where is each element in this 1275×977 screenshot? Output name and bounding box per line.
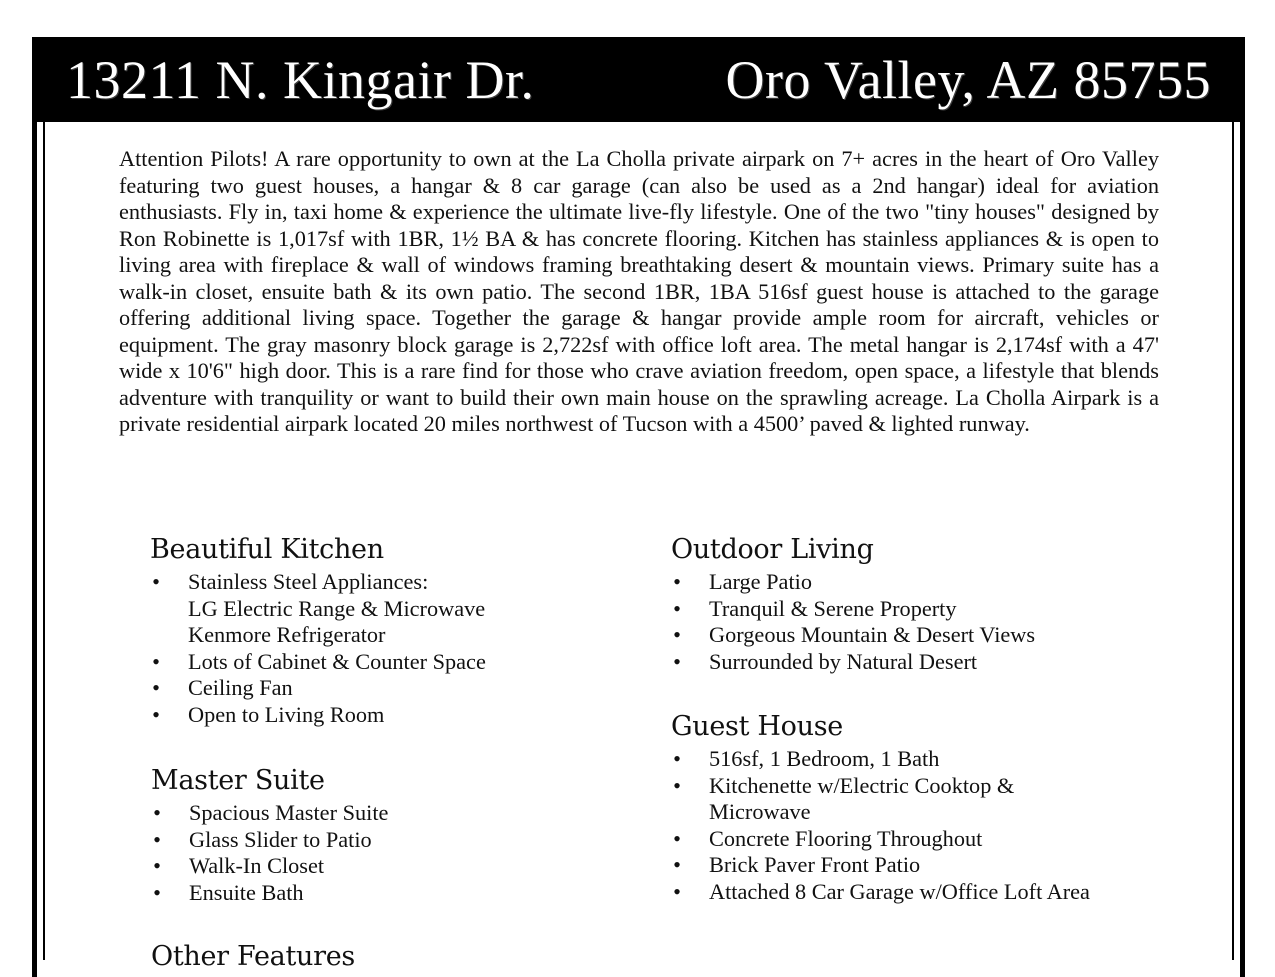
- list-item-text: Spacious Master Suite: [189, 800, 389, 825]
- section-title: Outdoor Living: [671, 534, 874, 565]
- list-item-text: Ensuite Bath: [189, 879, 304, 905]
- list-item-text: Ceiling Fan: [188, 675, 293, 700]
- list-item-text: Tranquil & Serene Property: [709, 595, 957, 621]
- bullet-icon: •: [673, 746, 681, 771]
- feature-list: [150, 569, 570, 728]
- bullet-icon: •: [673, 878, 681, 904]
- list-item-text: Kitchenette w/Electric Cooktop & Microwave: [709, 772, 1015, 824]
- list-item: [671, 746, 1131, 773]
- section-kitchen: [150, 533, 570, 728]
- bullet-icon: •: [153, 826, 161, 852]
- list-item-text: Open to Living Room: [188, 701, 385, 727]
- list-item: [150, 702, 570, 729]
- frame-rule-left: [43, 120, 45, 960]
- list-item-text: Stainless Steel Appliances:: [188, 569, 429, 594]
- list-item: [671, 852, 1131, 879]
- list-item: [151, 853, 571, 880]
- bullet-icon: •: [673, 569, 681, 594]
- list-item-text: Brick Paver Front Patio: [709, 852, 921, 877]
- header-banner: [32, 37, 1245, 122]
- list-item: [671, 596, 1131, 623]
- feature-list: [671, 746, 1131, 905]
- list-item-text: Large Patio: [709, 569, 812, 594]
- list-item-text: Lots of Cabinet & Counter Space: [188, 648, 486, 674]
- frame-rule-right: [1232, 120, 1234, 960]
- section-title: Master Suite: [151, 765, 325, 796]
- list-item: [151, 880, 571, 907]
- list-item-subtext: LG Electric Range & Microwave: [188, 595, 486, 621]
- bullet-icon: •: [153, 853, 161, 878]
- list-item-subtext: Kenmore Refrigerator: [188, 622, 386, 647]
- list-item: [150, 675, 570, 702]
- list-item: [671, 622, 1131, 649]
- bullet-icon: •: [673, 772, 681, 798]
- list-item: [671, 879, 1109, 906]
- list-item: [671, 649, 1131, 676]
- section-outdoor-living: [671, 533, 1131, 675]
- bullet-icon: •: [152, 675, 160, 700]
- bullet-icon: •: [152, 701, 160, 727]
- feature-list: [671, 569, 1131, 675]
- bullet-icon: •: [153, 800, 161, 825]
- section-guest-house: [671, 710, 1131, 905]
- list-item-text: Walk-In Closet: [189, 853, 325, 878]
- bullet-icon: •: [673, 622, 681, 647]
- bullet-icon: •: [673, 825, 681, 851]
- list-item-text: Concrete Flooring Throughout: [709, 825, 983, 851]
- section-title: Beautiful Kitchen: [150, 534, 384, 565]
- property-address: 13211 N. Kingair Dr.: [66, 49, 535, 110]
- list-item-text: Attached 8 Car Garage w/Office Loft Area: [709, 878, 1090, 904]
- bullet-icon: •: [673, 648, 681, 674]
- bullet-icon: •: [152, 648, 160, 674]
- list-item: [671, 773, 1069, 826]
- list-item: [671, 826, 1131, 853]
- list-item: [150, 569, 570, 649]
- bullet-icon: •: [673, 595, 681, 621]
- property-city-state-zip: Oro Valley, AZ 85755: [725, 49, 1211, 110]
- section-master-suite: [151, 764, 571, 906]
- list-item-text: Glass Slider to Patio: [189, 826, 372, 852]
- feature-list: [151, 800, 571, 906]
- section-other-features: [151, 940, 571, 976]
- list-item-text: Gorgeous Mountain & Desert Views: [709, 622, 1036, 647]
- property-description: Attention Pilots! A rare opportunity to own at the La Cholla private airpark on 7+ acres in the heart of Oro Valley featuring two guest houses, a hangar & 8 car garage (can also be used as a 2nd hangar) ideal for aviation enthusiasts. Fly in, taxi home & experience the ultimate live-fly lifestyle. One of the two "tiny houses" designed by Ron Robinette is 1,017sf with 1BR, 1½ BA & has concrete flooring. Kitchen has stainless appliances & is open to living area with fireplace & wall of windows framing breathtaking desert & mountain views. Primary suite has a walk-in closet, ensuite bath & its own patio. The second 1BR, 1BA 516sf guest house is attached to the garage offering additional living space. Together the garage & hangar provide ample room for aircraft, vehicles or equipment. The gray masonry block garage is 2,722sf with office loft area. The metal hangar is 2,174sf with a 47' wide x 10'6" high door. This is a rare find for those who crave aviation freedom, open space, a lifestyle that blends adventure with tranquility or want to build their own main house on the sprawling acreage. La Cholla Airpark is a private residential airpark located 20 miles northwest of Tucson with a 4500’ paved & lighted runway.: [119, 146, 1159, 436]
- list-item: [151, 827, 571, 854]
- section-title: Guest House: [671, 711, 843, 742]
- bullet-icon: •: [152, 569, 160, 594]
- list-item-text: 516sf, 1 Bedroom, 1 Bath: [709, 746, 940, 771]
- list-item: [151, 800, 571, 827]
- bullet-icon: •: [153, 879, 161, 905]
- list-item: [671, 569, 1131, 596]
- bullet-icon: •: [673, 852, 681, 877]
- list-item-text: Surrounded by Natural Desert: [709, 648, 978, 674]
- section-title: Other Features: [151, 941, 355, 972]
- list-item: [150, 649, 570, 676]
